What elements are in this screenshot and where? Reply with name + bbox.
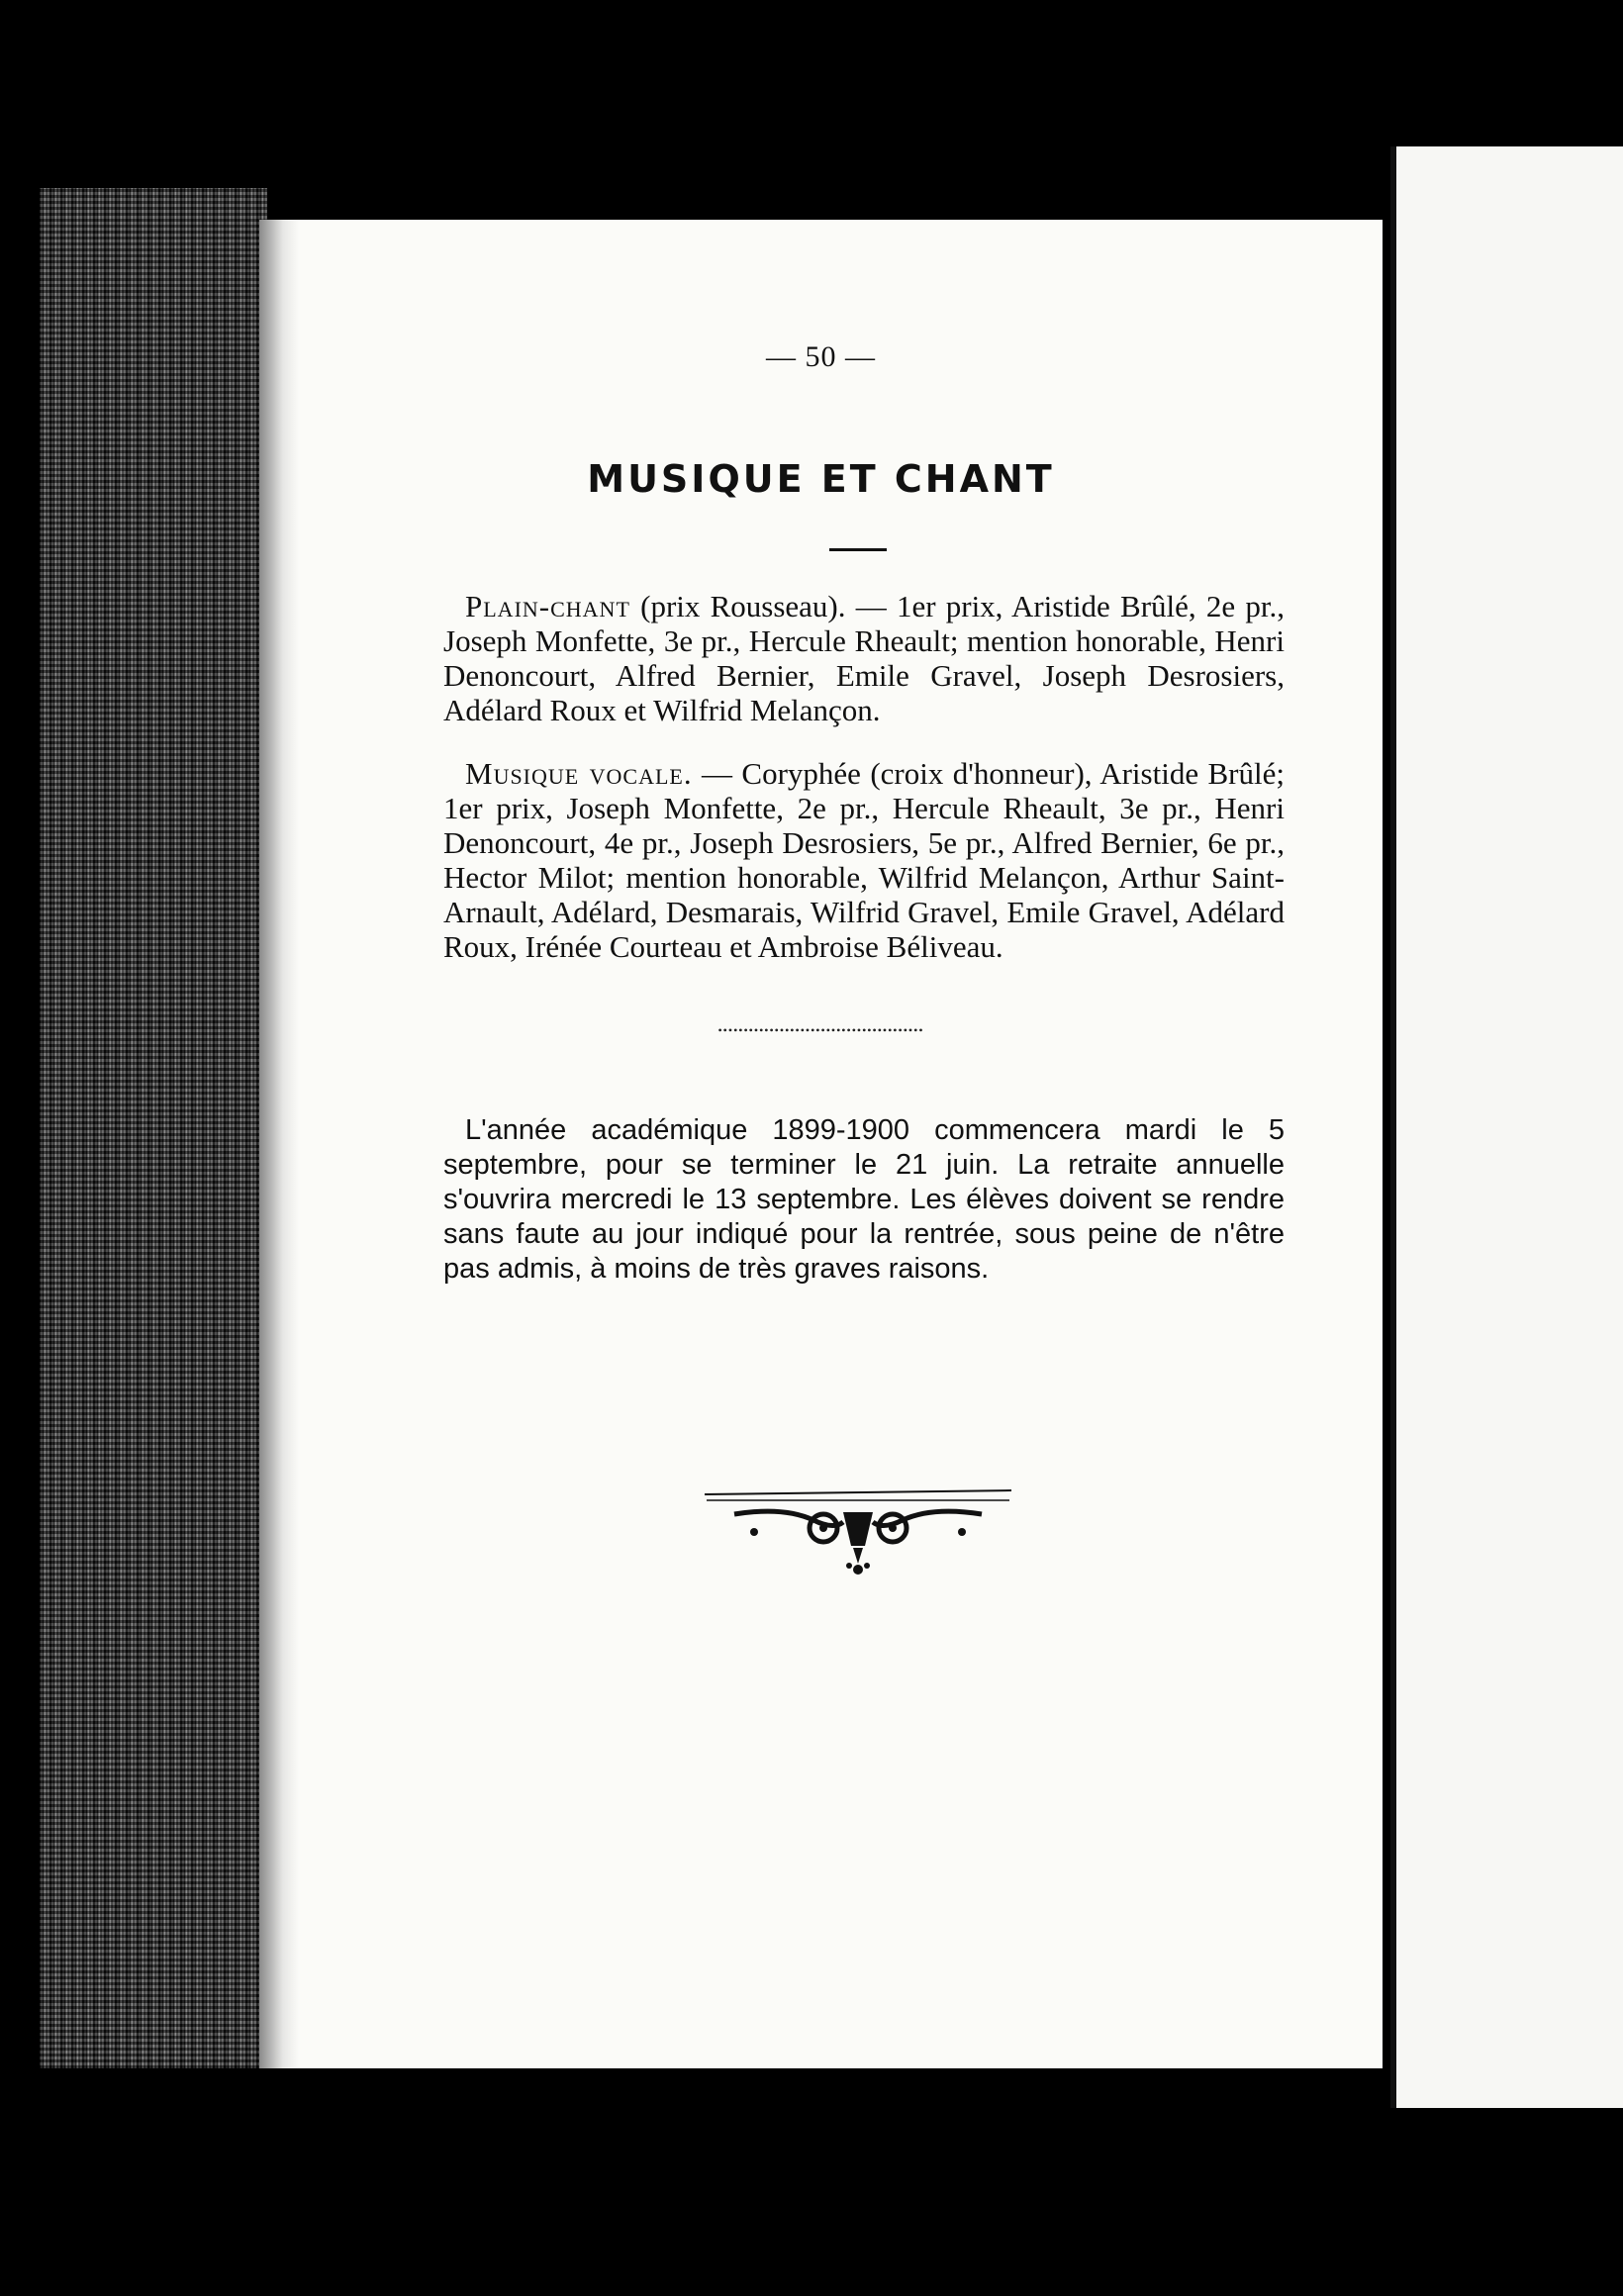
plain-chant-lead: Plain-chant [465, 589, 630, 623]
plain-chant-text: (prix Rousseau). — 1er prix, Aristide Brûlé, 2e pr., Joseph Monfette, 3e pr., Hercule Rheault; mention honorable, Henri Denoncourt, Alfred Bernier, Emile Gravel, Joseph Desrosiers, Adélard Roux et Wilfrid Melançon. [443, 589, 1285, 727]
musique-vocale-lead: Musique vocale. [465, 756, 693, 791]
page-title: MUSIQUE ET CHANT [587, 457, 1055, 501]
academic-year-notice [443, 1113, 1285, 1287]
dotted-separator: •••••••••••••••••••••••••••••••••••••••• [717, 1023, 924, 1037]
book-page [259, 220, 1383, 2068]
musique-vocale-paragraph [443, 756, 1285, 964]
musique-vocale-text: — Coryphée (croix d'honneur), Aristide Brûlé; 1er prix, Joseph Monfette, 2e pr., Hercule Rheault, 3e pr., Henri Denoncourt, 4e pr., Joseph Desrosiers, 5e pr., Alfred Bernier, 6e pr., Hector Milot; mention honorable, Wilfrid Melançon, Arthur Saint-Arnault, Adélard, Desmarais, Wilfrid Gravel, Emile Gravel, Adélard Roux, Irénée Courteau et Ambroise Béliveau. [443, 756, 1285, 964]
ornament-icon [695, 1477, 1021, 1585]
plain-chant-paragraph [443, 589, 1285, 727]
page-content [259, 220, 1383, 2068]
page-number: — 50 — [766, 340, 876, 373]
academic-year-notice-text: L'année académique 1899-1900 commencera mardi le 5 septembre, pour se terminer le 21 juin. La retraite annuelle s'ouvrira mercredi le 13 septembre. Les élèves doivent se rendre sans faute au jour indiqué pour la rentrée, sous peine de n'être pas admis, à moins de très graves raisons. [443, 1114, 1285, 1285]
title-rule [829, 548, 887, 551]
right-page-edge [1390, 146, 1623, 2108]
page-stack-edge [40, 188, 267, 2068]
